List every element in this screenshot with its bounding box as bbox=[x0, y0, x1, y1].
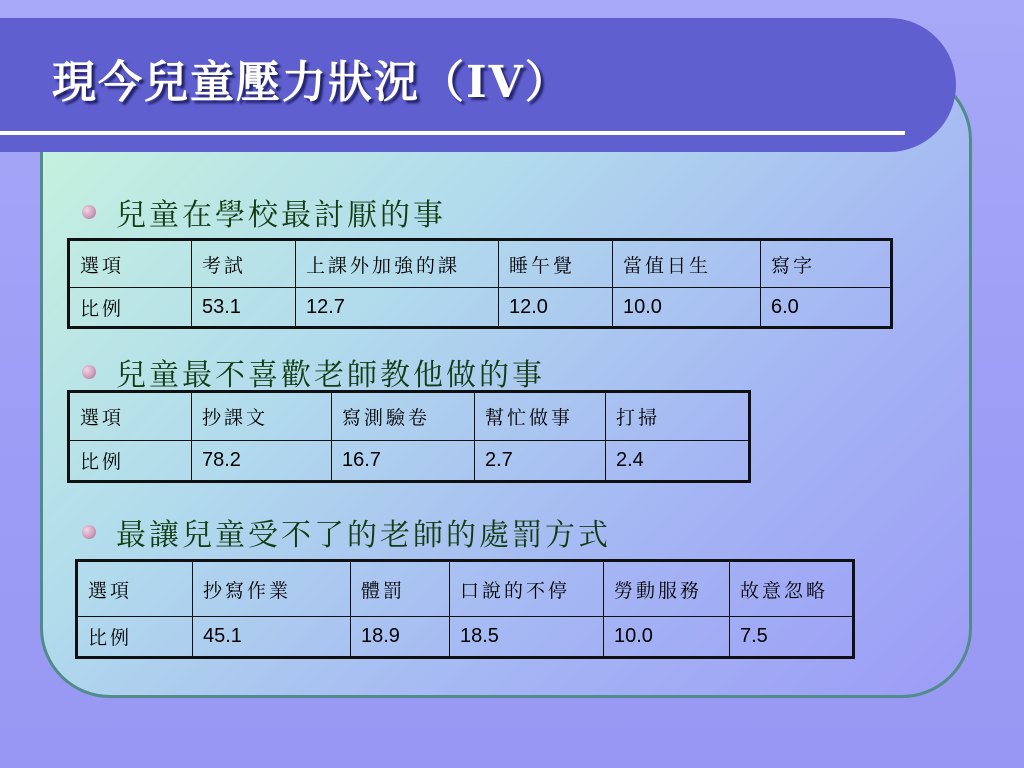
bullet-heading: 最讓兒童受不了的老師的處罰方式 bbox=[116, 518, 611, 553]
table-row bbox=[77, 617, 854, 658]
bullet-teacher-tasks bbox=[82, 350, 545, 394]
header-cell: 寫字 bbox=[761, 240, 892, 288]
header-cell: 選項 bbox=[77, 561, 193, 617]
row-label-cell: 比例 bbox=[69, 441, 192, 482]
header-cell: 體罰 bbox=[351, 561, 450, 617]
value-cell: 10.0 bbox=[604, 617, 730, 658]
header-cell: 抄課文 bbox=[192, 392, 332, 441]
value-cell: 2.4 bbox=[606, 441, 750, 482]
value-cell: 10.0 bbox=[613, 288, 761, 328]
table-teacher-tasks bbox=[67, 390, 751, 483]
header-cell: 睡午覺 bbox=[499, 240, 613, 288]
header-cell: 考試 bbox=[192, 240, 296, 288]
table-punishments bbox=[75, 559, 855, 659]
slide-title: 現今兒童壓力狀況（IV） bbox=[52, 57, 571, 108]
header-cell: 口說的不停 bbox=[450, 561, 604, 617]
bullet-heading: 兒童最不喜歡老師教他做的事 bbox=[116, 358, 545, 393]
value-cell: 45.1 bbox=[193, 617, 351, 658]
header-cell: 故意忽略 bbox=[730, 561, 854, 617]
value-cell: 2.7 bbox=[475, 441, 606, 482]
header-cell: 幫忙做事 bbox=[475, 392, 606, 441]
table-header-row bbox=[77, 561, 854, 617]
value-cell: 18.5 bbox=[450, 617, 604, 658]
header-cell: 打掃 bbox=[606, 392, 750, 441]
value-cell: 6.0 bbox=[761, 288, 892, 328]
bullet-heading: 兒童在學校最討厭的事 bbox=[116, 198, 446, 233]
bullet-school-dislikes bbox=[82, 190, 446, 234]
table-header-row bbox=[69, 392, 750, 441]
table-row bbox=[69, 441, 750, 482]
table-school-dislikes bbox=[67, 238, 893, 329]
header-cell: 勞動服務 bbox=[604, 561, 730, 617]
header-cell: 寫測驗卷 bbox=[332, 392, 475, 441]
row-label-cell: 比例 bbox=[69, 288, 192, 328]
title-underline bbox=[0, 131, 905, 135]
bullet-punishments bbox=[82, 510, 611, 554]
value-cell: 78.2 bbox=[192, 441, 332, 482]
table-header-row bbox=[69, 240, 892, 288]
bullet-dot-icon bbox=[82, 205, 96, 219]
header-cell: 抄寫作業 bbox=[193, 561, 351, 617]
value-cell: 53.1 bbox=[192, 288, 296, 328]
table-row bbox=[69, 288, 892, 328]
header-cell: 當值日生 bbox=[613, 240, 761, 288]
value-cell: 7.5 bbox=[730, 617, 854, 658]
value-cell: 16.7 bbox=[332, 441, 475, 482]
value-cell: 18.9 bbox=[351, 617, 450, 658]
header-cell: 選項 bbox=[69, 240, 192, 288]
bullet-dot-icon bbox=[82, 525, 96, 539]
value-cell: 12.7 bbox=[296, 288, 499, 328]
bullet-dot-icon bbox=[82, 365, 96, 379]
header-cell: 選項 bbox=[69, 392, 192, 441]
row-label-cell: 比例 bbox=[77, 617, 193, 658]
value-cell: 12.0 bbox=[499, 288, 613, 328]
header-cell: 上課外加強的課 bbox=[296, 240, 499, 288]
